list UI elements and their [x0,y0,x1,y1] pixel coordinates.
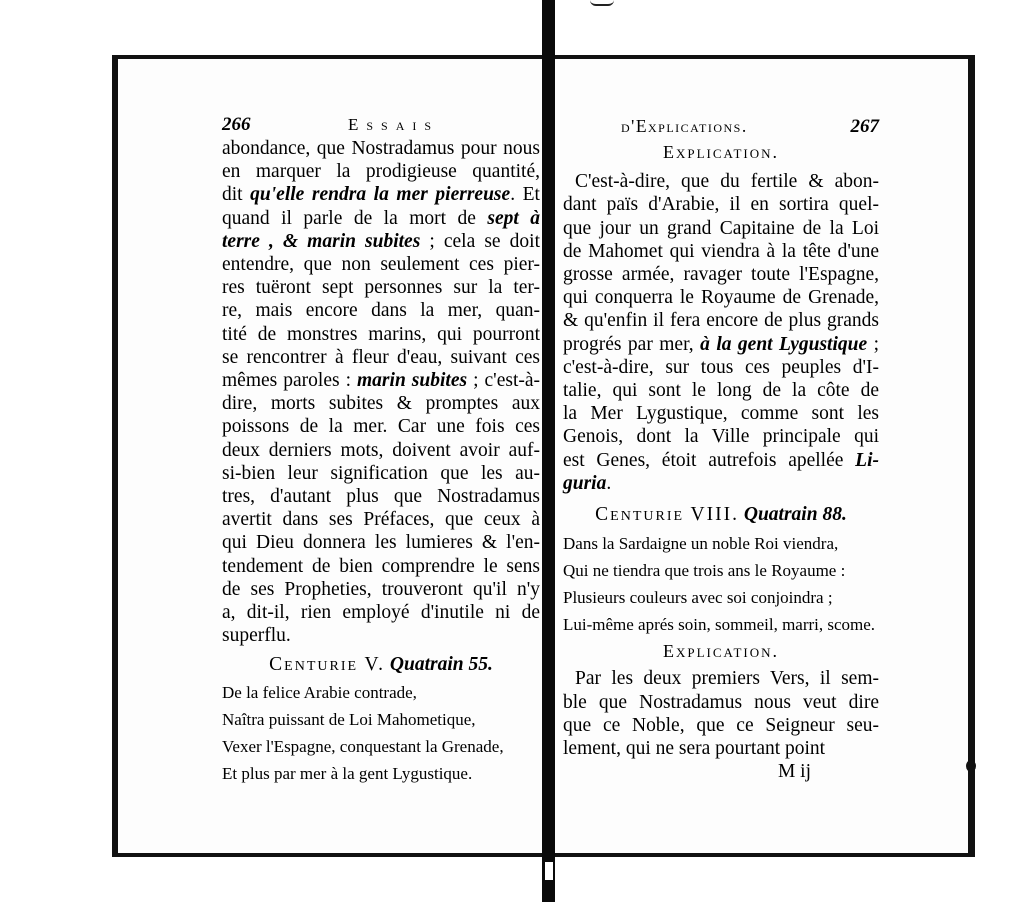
text-line: grosse armée, ravager toute l'Espagne, [563,264,879,286]
left-body-text [222,137,540,647]
text-line: tendement de bien comprendre le sens [222,555,540,577]
text-line: entendre, que non seulement ces pier- [222,254,540,276]
verse-line: Plusieurs couleurs avec soi conjoindra ; [563,588,833,608]
left-quatrain-number: Quatrain 55. [389,654,493,676]
text-line: qui Dieu donnera les lumieres & l'en- [222,532,540,554]
left-page-number: 266 [222,114,251,135]
right-body-text [563,170,879,495]
text-line: que jour un grand Capitaine de la Loi [563,217,879,239]
right-quatrain-number: Quatrain 88. [743,504,847,526]
text-line: quand il parle de la mort de sept à [222,207,540,229]
text-line: abondance, que Nostradamus pour nous [222,138,540,159]
right-page [555,55,975,857]
text-line: C'est-à-dire, que du fertile & abon- [575,171,879,193]
left-page [112,55,542,857]
text-line: si-bien leur signification que les au- [222,462,540,484]
right-body-text-2 [563,667,879,760]
text-line: res tuëront sept personnes sur la ter- [222,277,540,299]
text-line: de Mahomet qui viendra à la tête d'une [563,240,879,262]
text-line: de ses Propheties, trouveront qu'il n'y [222,578,540,600]
left-page-text [222,113,540,787]
verse-line: De la felice Arabie contrade, [222,682,417,702]
explication-heading-2: Explication. [662,641,780,662]
verse-line: Vexer l'Espagne, conquestant la Grenade, [222,736,504,756]
text-line: avertit dans ses Préfaces, que ceux à [222,509,540,531]
verse-line: Et plus par mer à la gent Lygustique. [222,763,473,783]
right-quatrain-heading [563,503,879,526]
text-line: dit qu'elle rendra la mer pierreuse. Et [222,184,540,206]
left-page-header [222,113,540,137]
text-line: en marquer la prodigieuse quantité, [222,161,540,183]
text-line: Genois, dont la Ville principale qui [563,426,879,448]
left-quatrain-heading [222,653,540,676]
text-line: se rencontrer à fleur d'eau, suivant ces [222,346,540,368]
text-line: a, dit-il, rien employé d'inutile ni de [222,602,540,624]
text-line: qui conquerra le Royaume de Grenade, [563,287,879,309]
right-page-text [563,115,879,783]
text-line: la Mer Lygustique, comme sont les [563,403,879,425]
gutter-gap [545,862,553,880]
right-page-header [563,115,879,139]
right-page-number: 267 [850,116,879,137]
verse-line: Qui ne tiendra que trois ans le Royaume : [563,561,846,581]
top-edge-mark [590,0,614,6]
text-line: superflu. [222,625,291,647]
ink-smudge [966,760,976,772]
text-line: poissons de la mer. Car une fois ces [222,416,540,438]
text-line: dant païs d'Arabie, il en sortira quel- [563,194,879,216]
text-line: que ce Noble, que ce Seigneur seu- [563,714,879,736]
text-line: est Genes, étoit autrefois apellée Li- [563,449,879,471]
signature-mark: M ij [777,761,811,783]
text-line: re, mais encore dans la mer, quan- [222,300,540,322]
text-line: ble que Nostradamus nous veut dire [563,691,879,713]
text-line: tité de monstres marins, qui pourront [222,323,540,345]
text-line: tres, d'autant plus que Nostradamus [222,486,540,508]
text-line: progrés par mer, à la gent Lygustique ; [563,333,880,355]
verse-line: Lui-même aprés soin, sommeil, marri, scome. [563,615,876,635]
text-line: Par les deux premiers Vers, il sem- [575,668,879,690]
text-line: terre , & marin subites ; cela se doit [222,230,540,252]
text-line: c'est-à-dire, sur tous ces peuples d'I- [563,356,879,378]
right-quatrain-label: Centurie VIII. [595,504,739,526]
explication-heading-1: Explication. [662,142,780,162]
text-line: lement, qui ne sera pourtant point [563,738,826,760]
verse-line: Dans la Sardaigne un noble Roi viendra, [563,534,839,554]
text-line: & qu'enfin il fera encore de plus grands [563,310,879,332]
verse-line: Naîtra puissant de Loi Mahometique, [222,709,476,729]
right-verses [563,530,879,638]
right-running-title: d'Explications. [621,116,748,136]
text-line: mêmes paroles : marin subites ; c'est-à- [222,370,540,392]
left-verses [222,679,540,787]
text-line: talie, qui sont le long de la côte de [563,380,879,402]
text-line: deux derniers mots, doivent avoir auf- [222,439,540,461]
text-line: dire, morts subites & promptes aux [222,393,540,415]
left-running-title: Essais [348,115,440,134]
text-line: guria. [563,472,612,494]
left-quatrain-label: Centurie V. [269,654,386,676]
book-gutter [542,0,555,902]
